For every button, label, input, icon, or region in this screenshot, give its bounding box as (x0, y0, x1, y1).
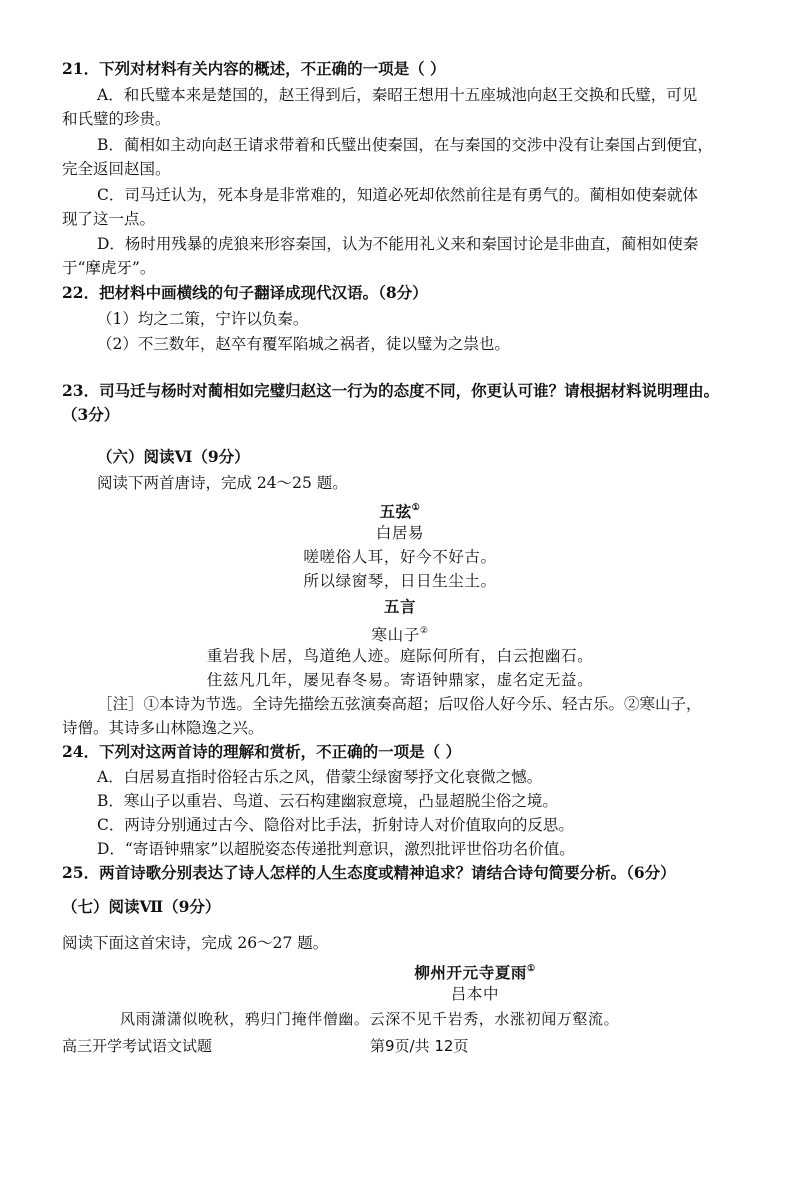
poem-1-line-2: 所以绿窗琴，日日生尘土。 (303, 572, 497, 590)
poem-2-author-line (0, 620, 800, 646)
q21-option-a-line1: A．和氏璧本来是楚国的，赵王得到后，秦昭王想用十五座城池向赵王交换和氏璧，可见 (97, 86, 698, 104)
q21-option-b-line1: B．蔺相如主动向赵王请求带着和氏璧出使秦国，在与秦国的交涉中没有让秦国占到便宜， (97, 136, 713, 154)
q21-stem: 21．下列对材料有关内容的概述，不正确的一项是（ ） (62, 59, 446, 78)
poem-1-line-1: 嗟嗟俗人耳，好今不好古。 (303, 548, 497, 566)
q23-stem-line1: 23．司马迁与杨时对蔺相如完璧归赵这一行为的态度不同，你更认可谁？请根据材料说明理由。 (62, 381, 720, 400)
poem-2-title: 五言 (383, 597, 417, 616)
poem-2-line-1: 重岩我卜居，鸟道绝人迹。庭际何所有，白云抱幽石。 (206, 647, 594, 665)
q21-option-d-line1: D．杨时用残暴的虎狼来形容秦国，认为不能用礼义来和秦国讨论是非曲直，蔺相如使秦 (97, 235, 699, 253)
section-7-heading: （七）阅读Ⅶ（9分） (62, 897, 221, 916)
q24-option-a: A．白居易直指时俗轻古乐之风，借蒙尘绿窗琴抒文化衰微之憾。 (97, 768, 543, 786)
poem-3-author: 吕本中 (450, 985, 500, 1003)
q24-option-d: D．“寄语钟鼎家”以超脱姿态传递批判意识，激烈批评世俗功名价值。 (97, 840, 575, 858)
poem-1-title-line (0, 497, 800, 523)
q21-option-a-line2: 和氏璧的珍贵。 (62, 110, 171, 128)
q21-option-b-line2: 完全返回赵国。 (62, 160, 171, 178)
poem-3-note-mark: ① (527, 964, 536, 974)
q22-stem: 22．把材料中画横线的句子翻译成现代汉语。（8分） (62, 283, 428, 302)
poem-1-author: 白居易 (375, 524, 425, 542)
poem-3-title-line (310, 958, 640, 984)
q22-sentence-2: （2）不三数年，赵卒有覆军陷城之祸者，徒以璧为之祟也。 (97, 335, 510, 353)
section-6-heading: （六）阅读Ⅵ（9分） (97, 447, 250, 466)
q23-stem-line2: （3分） (62, 405, 120, 424)
poem-1-title: 五弦 (379, 502, 412, 521)
footer-page-number: 第9页/共 12页 (370, 1037, 469, 1055)
q21-option-d-line2: 于“摩虎牙”。 (62, 259, 156, 277)
q24-option-c: C．两诗分别通过古今、隐俗对比手法，折射诗人对价值取向的反思。 (97, 816, 574, 834)
poem-1-note-mark: ① (411, 503, 421, 513)
poem-2-line-2: 住兹凡几年，屡见春冬易。寄语钟鼎家，虚名定无益。 (206, 671, 594, 689)
q24-option-b: B．寒山子以重岩、鸟道、云石构建幽寂意境，凸显超脱尘俗之境。 (97, 792, 558, 810)
footer-exam-title: 高三开学考试语文试题 (62, 1037, 213, 1055)
q21-option-c-line2: 现了这一点。 (62, 210, 156, 228)
q24-stem: 24．下列对这两首诗的理解和赏析，不正确的一项是（ ） (62, 742, 461, 761)
section-6-intro: 阅读下两首唐诗，完成 24～25 题。 (97, 474, 348, 492)
poem-2-author: 寒山子 (371, 626, 420, 644)
poem-3-title: 柳州开元寺夏雨 (414, 963, 528, 982)
q22-sentence-1: （1）均之二策，宁许以负秦。 (97, 310, 309, 328)
poem-2-note-mark: ② (419, 626, 429, 636)
section-7-intro: 阅读下面这首宋诗，完成 26～27 题。 (62, 934, 329, 952)
poem-3-line-1: 风雨潇潇似晚秋，鸦归门掩伴僧幽。云深不见千岩秀，水涨初闻万壑流。 (120, 1010, 620, 1028)
q21-option-c-line1: C．司马迁认为，死本身是非常难的，知道必死却依然前往是有勇气的。蔺相如使秦就体 (97, 186, 698, 204)
q25-stem: 25．两首诗歌分别表达了诗人怎样的人生态度或精神追求？请结合诗句简要分析。（6分） (62, 863, 676, 882)
section-6-notes-line2: 诗僧。其诗多山林隐逸之兴。 (62, 719, 264, 737)
section-6-notes-line1: ［注］①本诗为节选。全诗先描绘五弦演奏高超；后叹俗人好今乐、轻古乐。②寒山子， (97, 695, 702, 713)
